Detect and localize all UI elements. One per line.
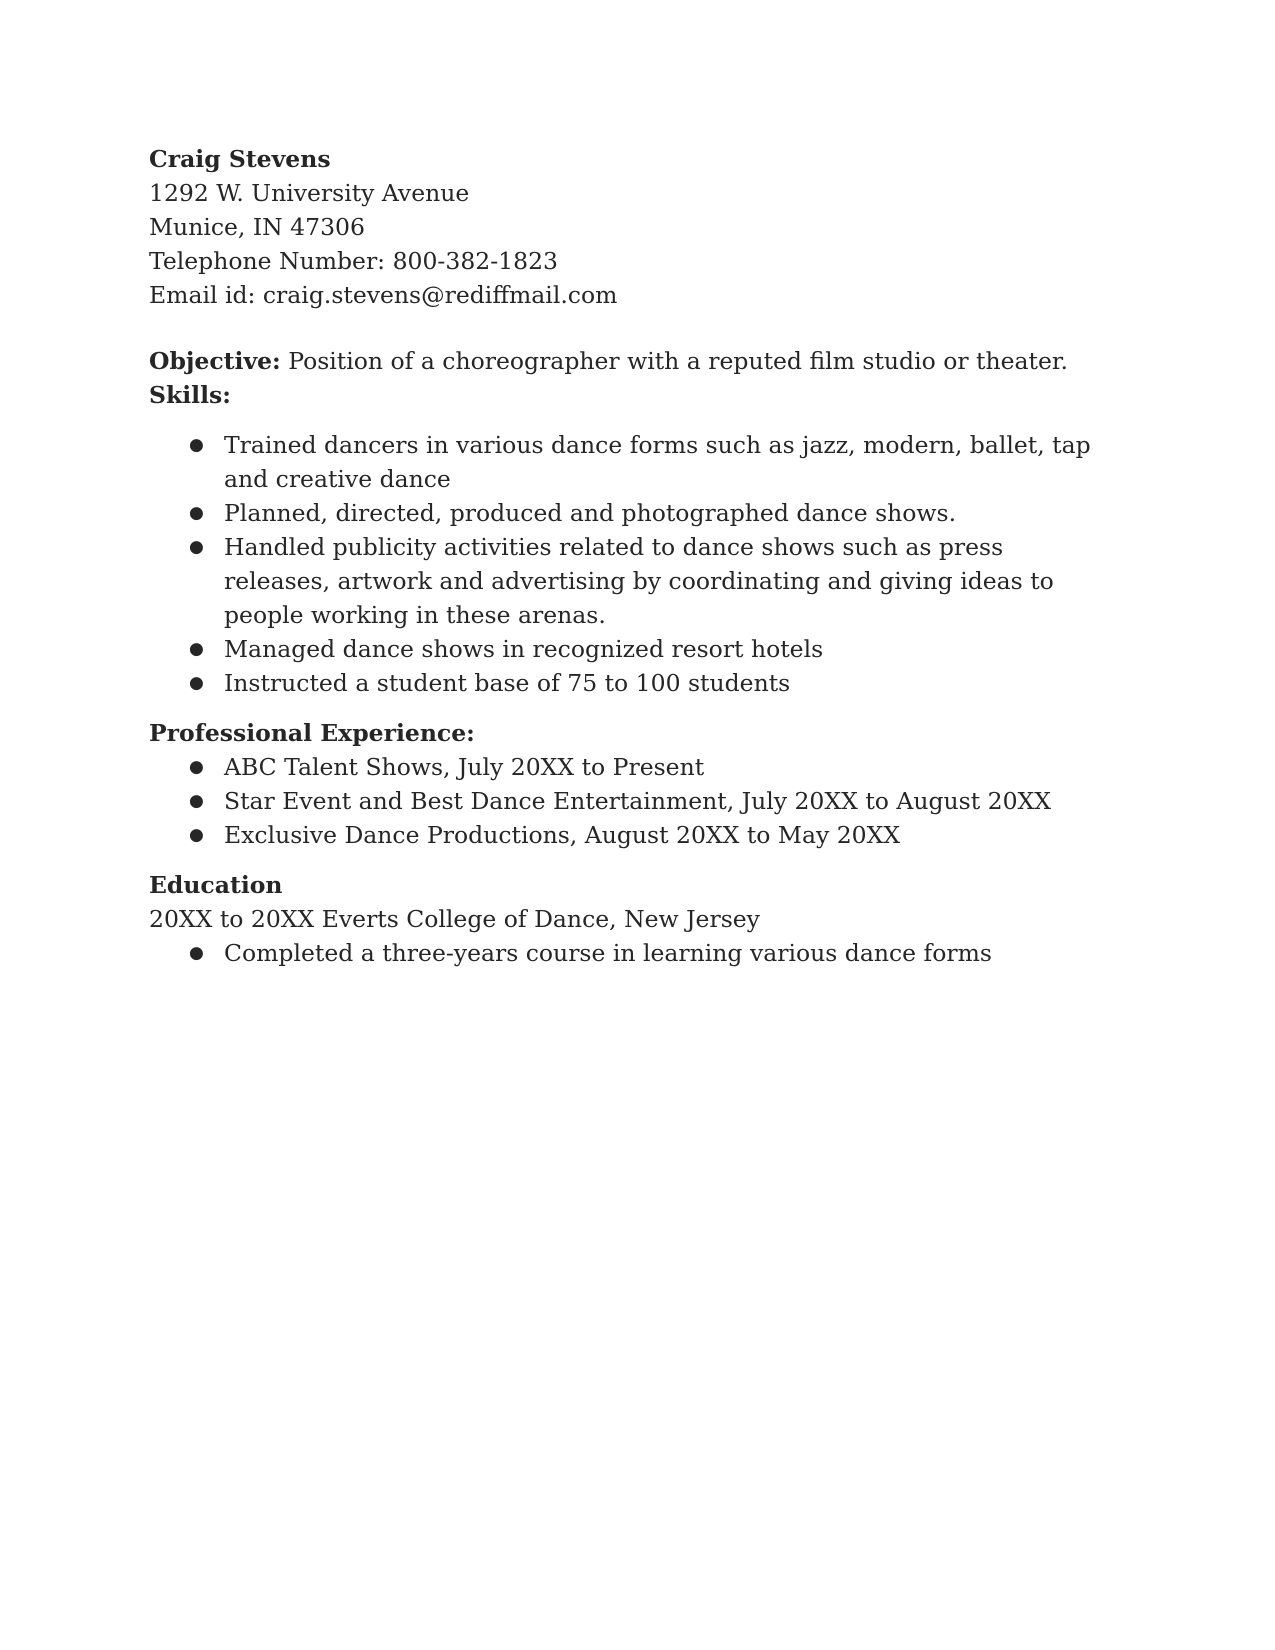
bullet-icon: ● [189, 943, 204, 963]
experience-list [149, 750, 1109, 852]
bullet-icon: ● [189, 537, 204, 557]
list-item [149, 496, 1094, 530]
bullet-icon: ● [189, 757, 204, 777]
skill-item: Handled publicity activities related to dance shows such as press releases, artwork and advertising by coordinating and giving ideas to people working in these arenas. [224, 533, 1054, 629]
resume-page [149, 142, 1109, 970]
skill-item: Trained dancers in various dance forms such as jazz, modern, ballet, tap and creative dance [224, 431, 1091, 493]
skill-item: Managed dance shows in recognized resort hotels [224, 635, 824, 663]
experience-section [149, 716, 1109, 852]
objective-text: Position of a choreographer with a reputed film studio or theater. [280, 347, 1069, 375]
list-item [149, 632, 1094, 666]
contact-block [149, 142, 1109, 312]
list-item [149, 784, 1109, 818]
experience-item: Exclusive Dance Productions, August 20XX to May 20XX [224, 821, 901, 849]
list-item [149, 750, 1109, 784]
contact-email: Email id: craig.stevens@rediffmail.com [149, 281, 618, 309]
bullet-icon: ● [189, 673, 204, 693]
list-item [149, 428, 1094, 496]
contact-address-line-2: Munice, IN 47306 [149, 213, 365, 241]
skills-list [149, 428, 1094, 700]
list-item [149, 666, 1094, 700]
bullet-icon: ● [189, 503, 204, 523]
objective-section [149, 344, 1109, 378]
education-list [149, 936, 1109, 970]
contact-address-line-1: 1292 W. University Avenue [149, 179, 470, 207]
list-item [149, 936, 1109, 970]
bullet-icon: ● [189, 791, 204, 811]
list-item [149, 530, 1094, 632]
education-section [149, 868, 1109, 970]
experience-item: ABC Talent Shows, July 20XX to Present [224, 753, 705, 781]
skill-item: Planned, directed, produced and photographed dance shows. [224, 499, 957, 527]
list-item [149, 818, 1109, 852]
experience-item: Star Event and Best Dance Entertainment, July 20XX to August 20XX [224, 787, 1051, 815]
education-item: Completed a three-years course in learning various dance forms [224, 939, 992, 967]
bullet-icon: ● [189, 639, 204, 659]
skills-heading: Skills: [149, 381, 231, 409]
contact-name: Craig Stevens [149, 145, 331, 173]
education-heading: Education [149, 871, 283, 899]
experience-heading: Professional Experience: [149, 719, 475, 747]
education-line: 20XX to 20XX Everts College of Dance, New Jersey [149, 905, 760, 933]
skill-item: Instructed a student base of 75 to 100 students [224, 669, 791, 697]
contact-telephone: Telephone Number: 800-382-1823 [149, 247, 558, 275]
objective-label: Objective: [149, 347, 281, 375]
bullet-icon: ● [189, 825, 204, 845]
bullet-icon: ● [189, 435, 204, 455]
skills-section [149, 378, 1109, 700]
